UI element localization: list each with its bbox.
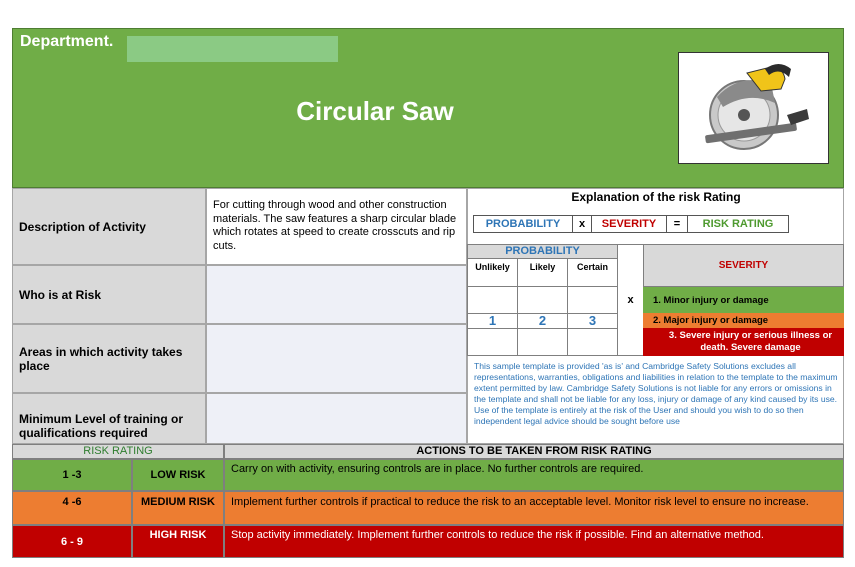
- risk-rating-header: RISK RATING: [12, 444, 224, 459]
- disclaimer-text: This sample template is provided 'as is' and Cambridge Safety Solutions excludes all representations, warranties, obligations and liabilities in relation to the template to the maximum extent permitted by law. Cambridge Safety Solutions is not liable for any errors or omissions in the template and shall not be liable for any loss, injury or damage of any kind caused by its use. Use of the template is entirely at the risk of the User and should you wish to do so then independent legal advice should be sought before use: [474, 361, 838, 426]
- severity-header: SEVERITY: [643, 244, 844, 287]
- prob-sev-multiplier: x: [617, 244, 644, 356]
- formula-severity: SEVERITY: [591, 215, 667, 233]
- circular-saw-image: [678, 52, 829, 164]
- description-value: For cutting through wood and other construction materials. The saw features a sharp circular blade which rotates at speed to create crosscuts and rip cuts.: [206, 188, 467, 265]
- prob-col-certain: Certain: [567, 258, 618, 287]
- department-field[interactable]: [127, 36, 338, 62]
- risk-range-high: 6 - 9: [12, 525, 132, 558]
- training-label: Minimum Level of training or qualifications required: [12, 393, 206, 444]
- areas-field[interactable]: [206, 324, 467, 393]
- prob-blank-4: [467, 328, 518, 356]
- actions-header: ACTIONS TO BE TAKEN FROM RISK RATING: [224, 444, 844, 459]
- areas-label: Areas in which activity takes place: [12, 324, 206, 393]
- risk-action-high: Stop activity immediately. Implement further controls to reduce the risk if possible. Find an alternative method.: [224, 525, 844, 558]
- severity-minor: 1. Minor injury or damage: [643, 287, 844, 313]
- risk-level-medium: MEDIUM RISK: [132, 491, 224, 525]
- circular-saw-icon: [679, 53, 828, 163]
- prob-blank-2: [517, 286, 568, 314]
- risk-action-medium: Implement further controls if practical to reduce the risk to an acceptable level. Monitor risk level to ensure no increase.: [224, 491, 844, 525]
- prob-blank-5: [517, 328, 568, 356]
- prob-col-likely: Likely: [517, 258, 568, 287]
- prob-col-unlikely: Unlikely: [467, 258, 518, 287]
- risk-level-low: LOW RISK: [132, 459, 224, 491]
- severity-major: 2. Major injury or damage: [643, 313, 844, 328]
- severity-severe: 3. Severe injury or serious illness or death. Severe damage: [643, 328, 844, 356]
- description-label: Description of Activity: [12, 188, 206, 265]
- training-field[interactable]: [206, 393, 467, 444]
- formula-risk-rating: RISK RATING: [687, 215, 789, 233]
- prob-value-1: 1: [467, 313, 518, 329]
- department-label: Department.: [20, 33, 114, 50]
- prob-blank-6: [567, 328, 618, 356]
- prob-value-3: 3: [567, 313, 618, 329]
- risk-action-low: Carry on with activity, ensuring controls are in place. No further controls are required.: [224, 459, 844, 491]
- page-title: Circular Saw: [296, 96, 454, 126]
- probability-header: PROBABILITY: [467, 244, 618, 259]
- prob-blank-1: [467, 286, 518, 314]
- who-at-risk-label: Who is at Risk: [12, 265, 206, 324]
- prob-blank-3: [567, 286, 618, 314]
- formula-equals: =: [666, 215, 688, 233]
- explanation-title: Explanation of the risk Rating: [571, 190, 741, 204]
- who-at-risk-field[interactable]: [206, 265, 467, 324]
- formula-probability: PROBABILITY: [473, 215, 573, 233]
- prob-value-2: 2: [517, 313, 568, 329]
- risk-range-medium: 4 -6: [12, 491, 132, 525]
- risk-range-low: 1 -3: [12, 459, 132, 491]
- formula-times: x: [572, 215, 592, 233]
- risk-level-high: HIGH RISK: [132, 525, 224, 558]
